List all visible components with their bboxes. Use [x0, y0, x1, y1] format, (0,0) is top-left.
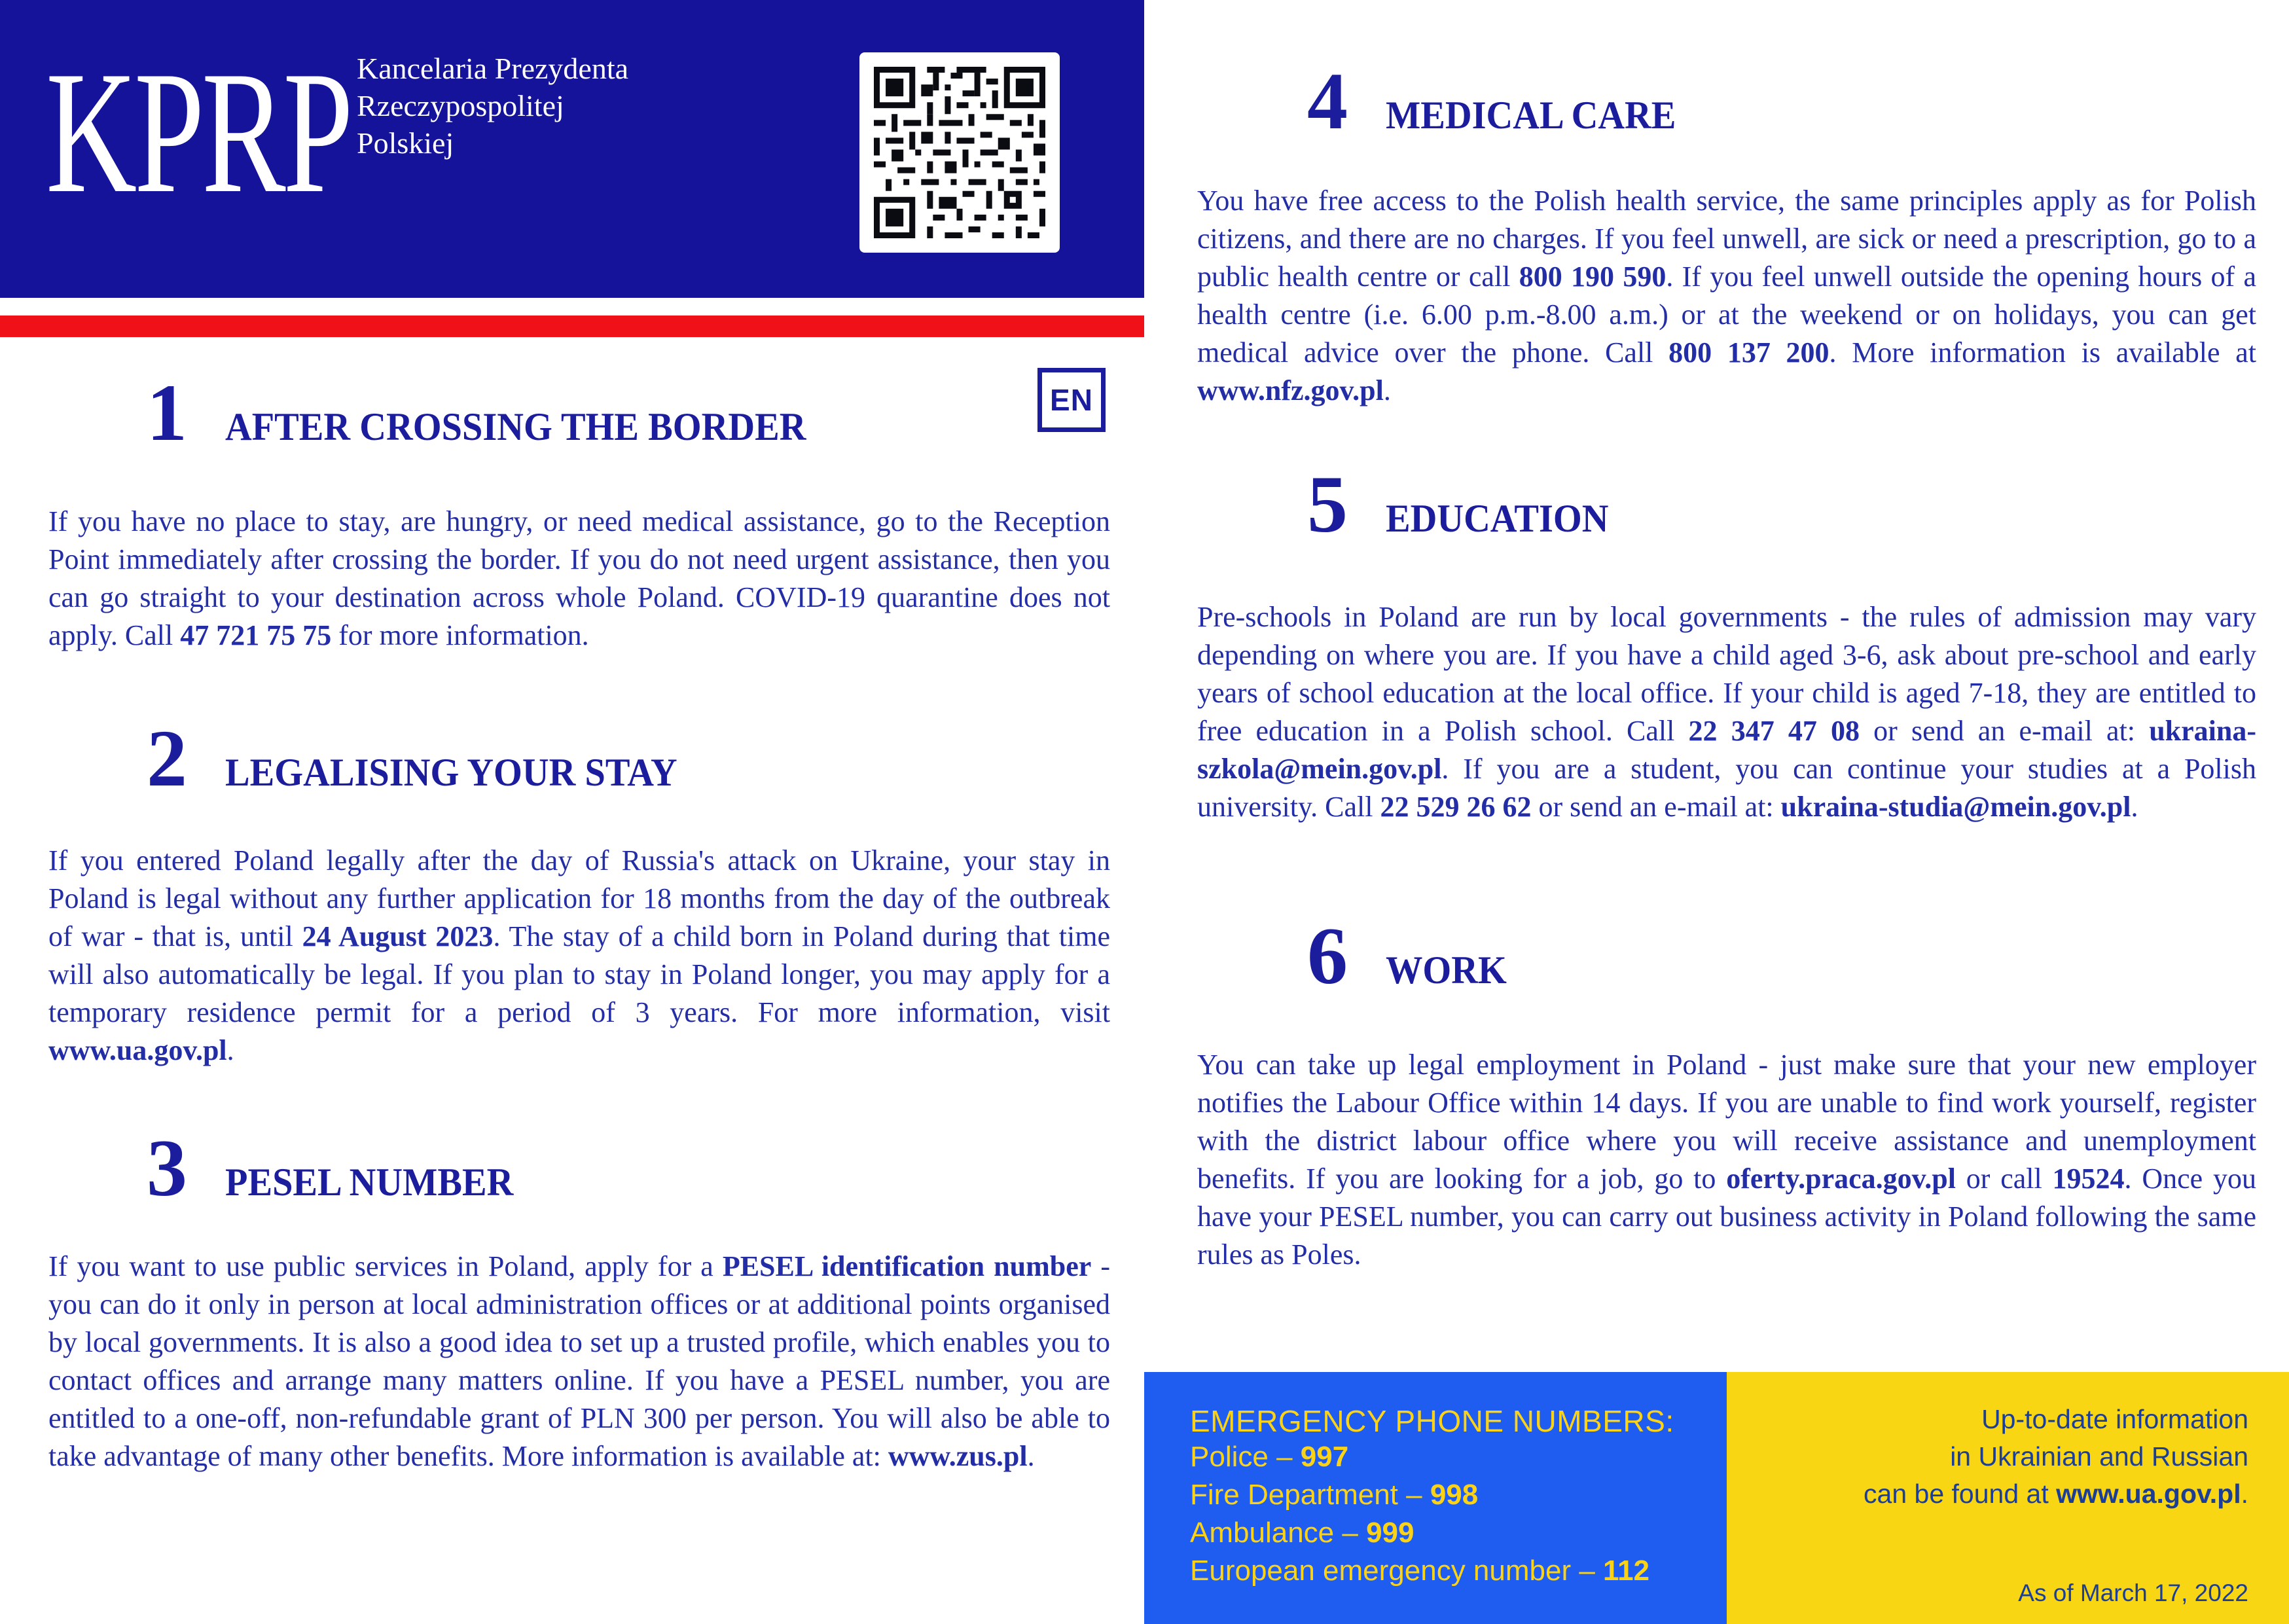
emergency-row-fire: Fire Department – 998 — [1190, 1479, 1479, 1511]
section-5-heading — [1197, 460, 2256, 549]
emergency-row-european: European emergency number – 112 — [1190, 1555, 1650, 1587]
section-3-number: 3 — [147, 1123, 187, 1213]
section-6-body: You can take up legal employment in Poland - just make sure that your new employer notifies the Labour Office within 14 days. If you are unable to find work yourself, register with the district labour office where you will receive assistance and unemployment benefits. If you are looking for a job, go to oferty.praca.gov.pl or call 19524. Once you have your PESEL number, you can carry out business activity in Poland following the same rules as Poles. — [1197, 1049, 2256, 1271]
info-box — [1727, 1372, 2289, 1624]
section-6-heading — [1197, 911, 2256, 1001]
section-4-body: You have free access to the Polish health service, the same principles apply as for Polish citizens, and there are no charges. If you feel unwell, are sick or need a prescription, go to a public health centre or call 800 190 590. If you feel unwell outside the opening hours of a health centre (i.e. 6.00 p.m.-8.00 a.m.) or at the weekend or on holidays, you can get medical advice over the phone. Call 800 137 200. More information is available at www.nfz.gov.pl. — [1197, 185, 2256, 406]
section-2-heading — [48, 713, 1110, 803]
language-badge: EN — [1037, 368, 1106, 432]
section-5-number: 5 — [1307, 460, 1348, 549]
section-3-title: PESEL NUMBER — [225, 1161, 514, 1204]
org-line-2: Rzeczypospolitej — [357, 89, 564, 122]
section-2-title: LEGALISING YOUR STAY — [225, 751, 677, 794]
emergency-row-ambulance: Ambulance – 999 — [1190, 1517, 1415, 1549]
info-line-1: Up-to-date information — [1981, 1404, 2248, 1434]
section-4-title: MEDICAL CARE — [1386, 94, 1676, 137]
section-6-title: WORK — [1386, 948, 1507, 992]
section-2-body: If you entered Poland legally after the day of Russia's attack on Ukraine, your stay in Poland is legal without any further application for 18 months from the day of the outbreak of war - that is, until 24 August 2023. The stay of a child born in Poland during that time will also automatically be legal. If you plan to stay in Poland longer, you may apply for a temporary residence permit for a period of 3 years. For more information, visit www.ua.gov.pl. — [48, 844, 1110, 1066]
section-3-body: If you want to use public services in Poland, apply for a PESEL identification number - you can do it only in person at local administration offices or at additional points organised by local governments. It is also a good idea to set up a trusted profile, which enables you to contact offices and arrange many matters online. If you have a PESEL number, you are entitled to a one-off, non-refundable grant of PLN 300 per person. You will also be able to take advantage of many other benefits. More information is available at: www.zus.pl. — [48, 1250, 1110, 1472]
info-line-3: can be found at www.ua.gov.pl. — [1864, 1479, 2248, 1509]
section-3-heading — [48, 1123, 1110, 1213]
section-1-heading — [48, 368, 1110, 458]
info-line-2: in Ukrainian and Russian — [1950, 1441, 2248, 1471]
section-1-body: If you have no place to stay, are hungry, or need medical assistance, go to the Reception Point immediately after crossing the border. If you do not need urgent assistance, then you can go straight to your destination across whole Poland. COVID-19 quarantine does not apply. Call 47 721 75 75 for more information. — [48, 505, 1110, 651]
emergency-title: EMERGENCY PHONE NUMBERS: — [1190, 1404, 1674, 1438]
left-column — [48, 0, 1110, 1624]
kprp-logo: KPRP — [46, 35, 351, 229]
org-line-1: Kancelaria Prezydenta — [357, 52, 629, 85]
section-1-number: 1 — [147, 368, 187, 458]
as-of-date: As of March 17, 2022 — [2018, 1579, 2248, 1606]
org-line-3: Polskiej — [357, 126, 454, 160]
section-4-heading — [1197, 56, 2256, 146]
section-1-title: AFTER CROSSING THE BORDER — [225, 405, 806, 448]
emergency-numbers-box — [1144, 1372, 1727, 1624]
section-5-title: EDUCATION — [1386, 497, 1609, 540]
section-4-number: 4 — [1307, 56, 1348, 146]
emergency-row-police: Police – 997 — [1190, 1441, 1349, 1473]
section-2-number: 2 — [147, 713, 187, 803]
section-5-body: Pre-schools in Poland are run by local governments - the rules of admission may vary depending on where you are. If you have a child aged 3-6, ask about pre-school and early years of school education at the local office. If your child is aged 7-18, they are entitled to free education in a Polish school. Call 22 347 47 08 or send an e-mail at: ukraina-szkola@mein.gov.pl. If you are a student, you can continue your studies at a Polish university. Call 22 529 26 62 or send an e-mail at: ukraina-studia@mein.gov.pl. — [1197, 601, 2257, 823]
section-6-number: 6 — [1307, 911, 1348, 1001]
